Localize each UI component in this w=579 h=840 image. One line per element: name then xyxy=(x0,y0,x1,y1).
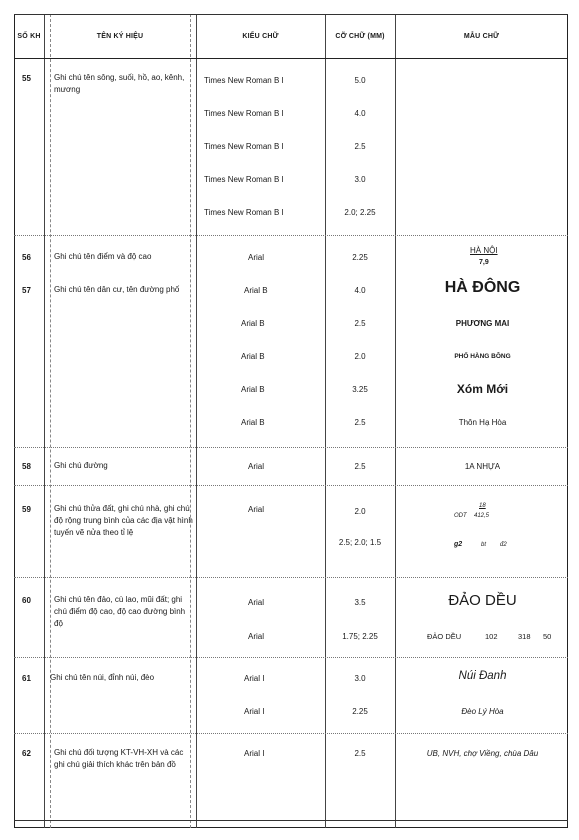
font-size: 4.0 xyxy=(354,109,366,118)
sample-parcel-area: 412,5 xyxy=(474,513,490,519)
font-style: Times New Roman B I xyxy=(204,142,284,151)
symbol-name: Ghi chú tên điểm và độ cao xyxy=(54,252,152,261)
symbol-name: Ghi chú tên sông, suối, hồ, ao, kênh, mương xyxy=(54,73,185,94)
font-style: Arial xyxy=(248,598,265,607)
font-size: 2.5 xyxy=(354,142,366,151)
font-style: Arial B xyxy=(241,418,265,427)
font-size: 1.75; 2.25 xyxy=(342,632,378,641)
sample-elevation: 102 xyxy=(485,632,498,641)
row-separator xyxy=(14,577,568,578)
sample-road-label: 1A NHỰA xyxy=(464,462,501,471)
row-number: 55 xyxy=(22,74,31,83)
column-divider xyxy=(44,14,45,828)
sample-code: bt xyxy=(481,542,487,548)
row-number: 61 xyxy=(22,674,31,683)
sample-parcel-number: 18 xyxy=(479,503,486,509)
header-co-chu: CỠ CHỮ (MM) xyxy=(335,32,385,40)
font-size: 2.5; 2.0; 1.5 xyxy=(338,538,382,547)
column-guide-dashed xyxy=(50,14,51,828)
column-divider xyxy=(196,14,197,828)
font-style: Arial I xyxy=(244,749,265,758)
sample-code: đ2 xyxy=(500,542,507,548)
header-mau-chu: MẪU CHỮ xyxy=(463,32,500,40)
font-size: 2.5 xyxy=(354,319,366,328)
sample-elevation: 318 xyxy=(518,632,531,641)
font-style: Arial B xyxy=(241,319,265,328)
font-size: 4.0 xyxy=(354,286,366,295)
row-number: 60 xyxy=(22,596,31,605)
footer-rule xyxy=(14,820,568,821)
sample-text: HÀ ĐÔNG xyxy=(444,279,521,296)
font-style: Arial I xyxy=(244,707,265,716)
font-size: 3.0 xyxy=(354,674,366,683)
row-number: 56 xyxy=(22,253,31,262)
sample-pass-name: Đèo Lý Hòa xyxy=(461,707,504,716)
symbol-name: Ghi chú đường xyxy=(54,461,108,470)
sample-annotation: UB, NVH, chợ Viềng, chùa Dâu xyxy=(426,749,539,758)
font-style: Times New Roman B I xyxy=(204,175,284,184)
header-top-rule xyxy=(14,14,568,15)
symbol-name: Ghi chú tên đảo, cù lao, mũi đất; ghi chú điểm độ cao, độ cao đường bình độ xyxy=(54,595,186,628)
header-ten-ky-hieu: TÊN KÝ HIỆU xyxy=(96,32,144,40)
font-size: 2.5 xyxy=(354,749,366,758)
font-size: 2.5 xyxy=(354,462,366,471)
sample-place-name: HÀ NỘI xyxy=(470,246,498,255)
font-size: 2.25 xyxy=(352,253,368,262)
font-size: 5.0 xyxy=(354,76,366,85)
symbol-name: Ghi chú thửa đất, ghi chú nhà, ghi chú độ rộng trung bình của các địa vật hình tuyến vẽ nửa theo tỉ lệ xyxy=(54,504,193,537)
font-style: Times New Roman B I xyxy=(204,76,284,85)
row-number: 58 xyxy=(22,462,31,471)
sample-island-name: ĐẢO DỀU xyxy=(448,592,517,609)
row-separator xyxy=(14,447,568,448)
sample-text: PHỐ HÀNG BÔNG xyxy=(454,353,511,360)
sample-code: g2 xyxy=(454,541,463,548)
font-style: Arial I xyxy=(244,674,265,683)
font-size: 2.0 xyxy=(354,352,366,361)
symbol-name: Ghi chú đối tượng KT-VH-XH và các ghi chú giải thích khác trên bản đồ xyxy=(54,748,184,769)
sample-elevation: 50 xyxy=(543,632,552,641)
sample-text: PHƯƠNG MAI xyxy=(455,319,510,328)
sample-mountain-name: Núi Đanh xyxy=(458,670,507,682)
sample-parcel-type: ODT xyxy=(454,513,467,519)
font-style: Arial B xyxy=(241,385,265,394)
font-size: 3.25 xyxy=(352,385,368,394)
font-style: Arial xyxy=(248,632,265,641)
column-guide-dashed xyxy=(190,14,191,828)
font-style: Times New Roman B I xyxy=(204,208,284,217)
column-divider xyxy=(325,14,326,828)
symbol-name: Ghi chú tên núi, đỉnh núi, đèo xyxy=(50,673,155,682)
header-bottom-rule xyxy=(14,58,568,59)
column-divider xyxy=(395,14,396,828)
row-number: 57 xyxy=(22,286,31,295)
font-size: 2.0; 2.25 xyxy=(344,208,376,217)
sample-elevation: 7,9 xyxy=(479,259,489,266)
header-kieu-chu: KIỂU CHỮ xyxy=(242,32,279,40)
row-separator xyxy=(14,235,568,236)
font-size: 3.0 xyxy=(354,175,366,184)
font-style: Times New Roman B I xyxy=(204,109,284,118)
row-separator xyxy=(14,733,568,734)
sample-island-name-small: ĐẢO DỀU xyxy=(427,632,462,641)
sample-text: Xóm Mới xyxy=(456,382,509,396)
font-size: 2.0 xyxy=(354,507,366,516)
font-size: 2.5 xyxy=(354,418,366,427)
font-size: 2.25 xyxy=(352,707,368,716)
row-number: 62 xyxy=(22,749,31,758)
font-size: 3.5 xyxy=(354,598,366,607)
font-style: Arial xyxy=(248,505,265,514)
font-style: Arial B xyxy=(241,352,265,361)
row-separator xyxy=(14,657,568,658)
font-style: Arial B xyxy=(244,286,268,295)
font-style: Arial xyxy=(248,253,265,262)
font-style: Arial xyxy=(248,462,265,471)
symbol-name: Ghi chú tên dân cư, tên đường phố xyxy=(54,285,180,294)
sample-text: Thôn Hạ Hòa xyxy=(458,418,507,427)
row-separator xyxy=(14,485,568,486)
header-so-kh: SỐ KH xyxy=(17,32,41,40)
row-number: 59 xyxy=(22,505,31,514)
